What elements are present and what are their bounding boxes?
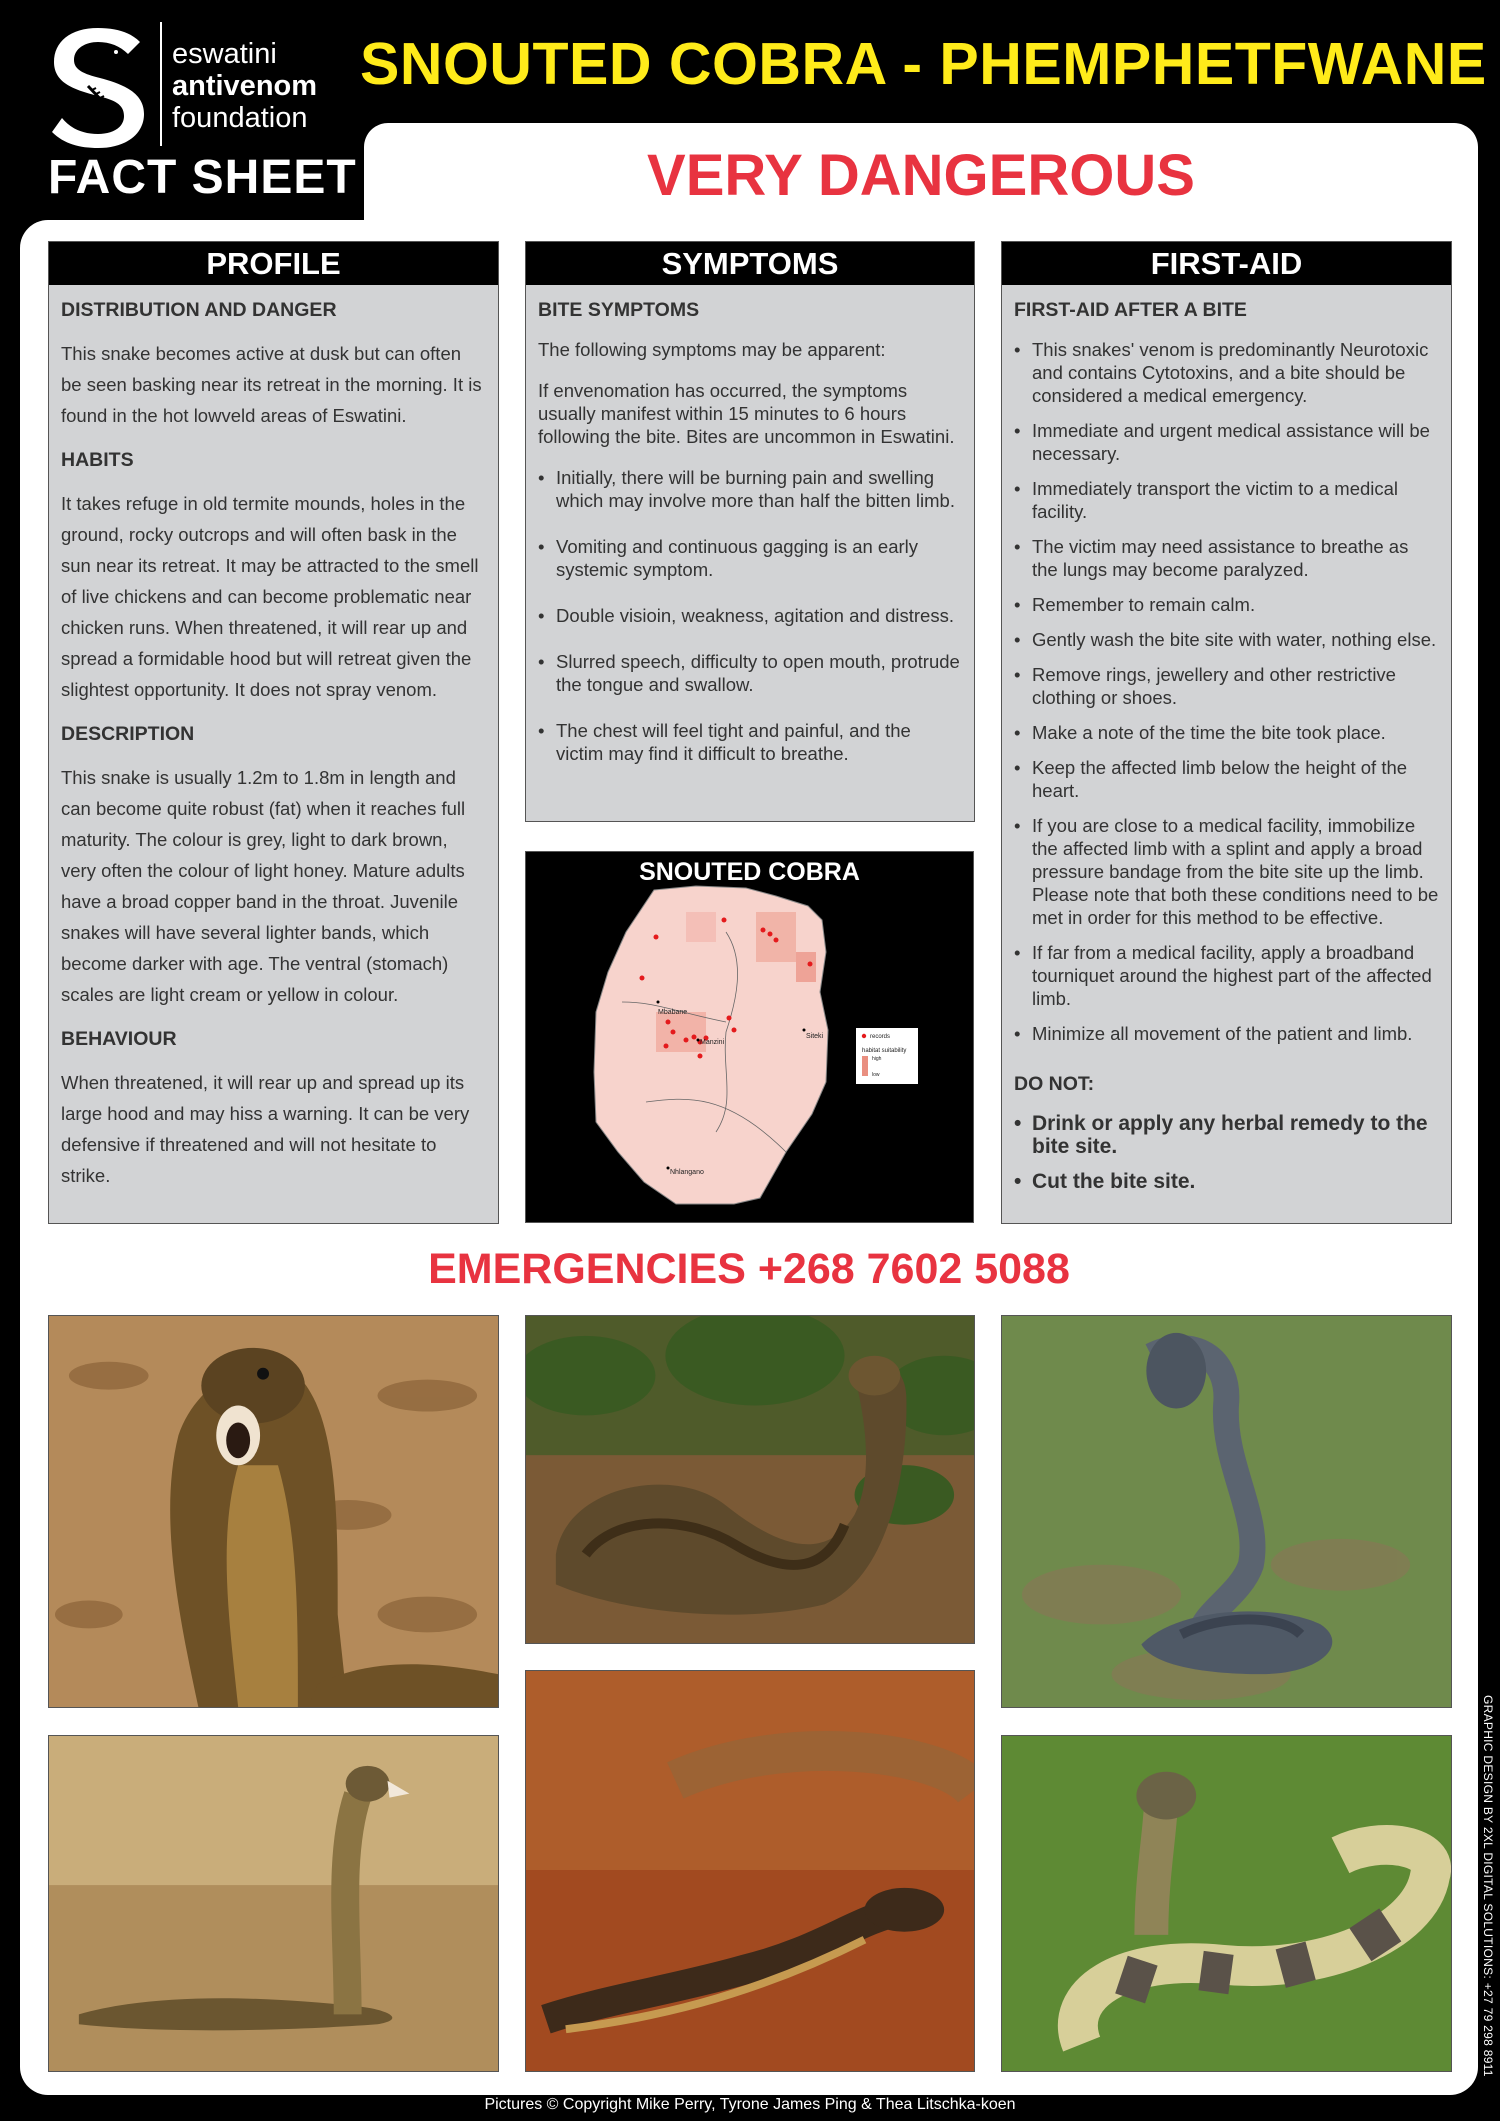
logo-line-eswatini: eswatini	[172, 38, 277, 70]
list-item: • If you are close to a medical facility, immobilize the affected limb with a splint and apply a broad pressure bandage from the bite site up the limb. Please note that both these conditions need to be met in order for this method to be effective.	[1014, 814, 1439, 929]
bite-symptoms-heading: BITE SYMPTOMS	[538, 299, 700, 321]
list-item: • The chest will feel tight and painful, and the victim may find it difficult to breathe.	[538, 719, 962, 765]
habits-heading: HABITS	[61, 449, 134, 471]
logo-divider	[160, 22, 162, 146]
eswatini-map-graphic	[526, 852, 975, 1224]
list-item: • Keep the affected limb below the height of the heart.	[1014, 756, 1439, 802]
snake-photo	[1001, 1315, 1452, 1708]
snouted-cobra-photo-icon	[526, 1671, 974, 2071]
snouted-cobra-photo-icon	[1002, 1736, 1451, 2071]
list-item: • Immediately transport the victim to a medical facility.	[1014, 477, 1439, 523]
legend-records: records	[870, 1034, 891, 1040]
fact-sheet-label: FACT SHEET	[48, 151, 357, 204]
town-label: Siteki	[806, 1033, 824, 1040]
snake-photo	[525, 1315, 975, 1644]
symptoms-column	[525, 241, 975, 822]
map-title: SNOUTED COBRA	[639, 858, 860, 886]
do-not-list	[1014, 1112, 1439, 1193]
distribution-map	[525, 851, 974, 1223]
design-credit-text: GRAPHIC DESIGN BY 2XL DIGITAL SOLUTIONS: +27 79 298 8911	[1481, 1695, 1495, 2077]
town-label: Mbabane	[658, 1009, 688, 1016]
profile-body	[49, 285, 498, 1191]
logo-line-antivenom: antivenom	[172, 70, 318, 102]
symptoms-list	[538, 466, 962, 765]
list-item: • Gently wash the bite site with water, nothing else.	[1014, 628, 1439, 651]
list-item: • Drink or apply any herbal remedy to the bite site.	[1014, 1112, 1439, 1158]
list-item: • If far from a medical facility, apply a broadband tourniquet around the highest part of the affected limb.	[1014, 941, 1439, 1010]
description-text: This snake is usually 1.2m to 1.8m in length and can become quite robust (fat) when it reaches full maturity. The colour is grey, light to dark brown, very often the colour of light honey. Mature adults have a broad copper band in the throat. Juvenile snakes will have several lighter bands, which become darker with age. The ventral (stomach) scales are light cream or yellow in colour.	[61, 767, 466, 1005]
list-item: • Remove rings, jewellery and other restrictive clothing or shoes.	[1014, 663, 1439, 709]
list-item: • Cut the bite site.	[1014, 1170, 1439, 1193]
snouted-cobra-photo-icon	[49, 1316, 498, 1707]
behaviour-text: When threatened, it will rear up and spread up its large hood and may hiss a warning. It can be very defensive if threatened and will not hesitate to strike.	[61, 1072, 470, 1186]
profile-heading: PROFILE	[49, 242, 498, 285]
symptoms-heading: SYMPTOMS	[526, 242, 974, 285]
logo-wordmark	[172, 38, 317, 134]
town-label: Manzini	[700, 1039, 725, 1046]
habits-text: It takes refuge in old termite mounds, holes in the ground, rocky outcrops and will often bask in the sun near its retreat. It may be attracted to the smell of live chickens and can become problematic near chicken runs. When threatened, it will rear up and spread a formidable hood but will retreat given the slightest opportunity. It does not spray venom.	[61, 493, 479, 700]
behaviour-heading: BEHAVIOUR	[61, 1028, 177, 1050]
distribution-heading: DISTRIBUTION AND DANGER	[61, 299, 337, 321]
first-aid-heading: FIRST-AID	[1002, 242, 1451, 285]
profile-column	[48, 241, 499, 1224]
do-not-heading: DO NOT:	[1014, 1073, 1095, 1095]
photo-credits: Pictures © Copyright Mike Perry, Tyrone James Ping & Thea Litschka-koen	[484, 2096, 1016, 2113]
list-item: • Vomiting and continuous gagging is an early systemic symptom.	[538, 535, 962, 581]
emergency-number: EMERGENCIES +268 7602 5088	[428, 1245, 1070, 1293]
list-item: • Make a note of the time the bite took place.	[1014, 721, 1439, 744]
snouted-cobra-photo-icon	[526, 1316, 974, 1643]
first-aid-list	[1014, 338, 1439, 1045]
legend-low: low	[872, 1072, 880, 1078]
first-aid-body	[1002, 285, 1451, 1193]
page-title: SNOUTED COBRA - PHEMPHETFWANE	[360, 31, 1487, 97]
symptoms-onset: If envenomation has occurred, the symptoms usually manifest within 15 minutes to 6 hours following the bite. Bites are uncommon in Eswatini.	[538, 380, 955, 447]
list-item: • Immediate and urgent medical assistance will be necessary.	[1014, 419, 1439, 465]
legend-title: habitat suitability	[862, 1048, 907, 1054]
snouted-cobra-photo-icon	[1002, 1316, 1451, 1707]
first-aid-column	[1001, 241, 1452, 1224]
list-item: • Remember to remain calm.	[1014, 593, 1439, 616]
list-item: • Initially, there will be burning pain and swelling which may involve more than half the bitten limb.	[538, 466, 962, 512]
foundation-logo	[48, 22, 348, 152]
snake-s-logo-icon	[48, 26, 148, 148]
list-item: • Slurred speech, difficulty to open mouth, protrude the tongue and swallow.	[538, 650, 962, 696]
distribution-text: This snake becomes active at dusk but can often be seen basking near its retreat in the morning. It is found in the hot lowveld areas of Eswatini.	[61, 343, 482, 426]
first-aid-subheading: FIRST-AID AFTER A BITE	[1014, 299, 1247, 321]
symptoms-body	[526, 285, 974, 765]
danger-level-heading: VERY DANGEROUS	[647, 143, 1195, 208]
list-item: • This snakes' venom is predominantly Neurotoxic and contains Cytotoxins, and a bite should be considered a medical emergency.	[1014, 338, 1439, 407]
snake-photo	[48, 1735, 499, 2072]
list-item: • Double visioin, weakness, agitation and distress.	[538, 604, 962, 627]
snake-photo	[1001, 1735, 1452, 2072]
list-item: • The victim may need assistance to breathe as the lungs may become paralyzed.	[1014, 535, 1439, 581]
legend-high: high	[872, 1056, 882, 1062]
symptoms-intro: The following symptoms may be apparent:	[538, 339, 886, 360]
town-label: Nhlangano	[670, 1169, 704, 1176]
snouted-cobra-photo-icon	[49, 1736, 498, 2071]
snake-photo	[48, 1315, 499, 1708]
logo-line-foundation: foundation	[172, 102, 308, 134]
snake-photo	[525, 1670, 975, 2072]
list-item: • Minimize all movement of the patient and limb.	[1014, 1022, 1439, 1045]
description-heading: DESCRIPTION	[61, 723, 195, 745]
